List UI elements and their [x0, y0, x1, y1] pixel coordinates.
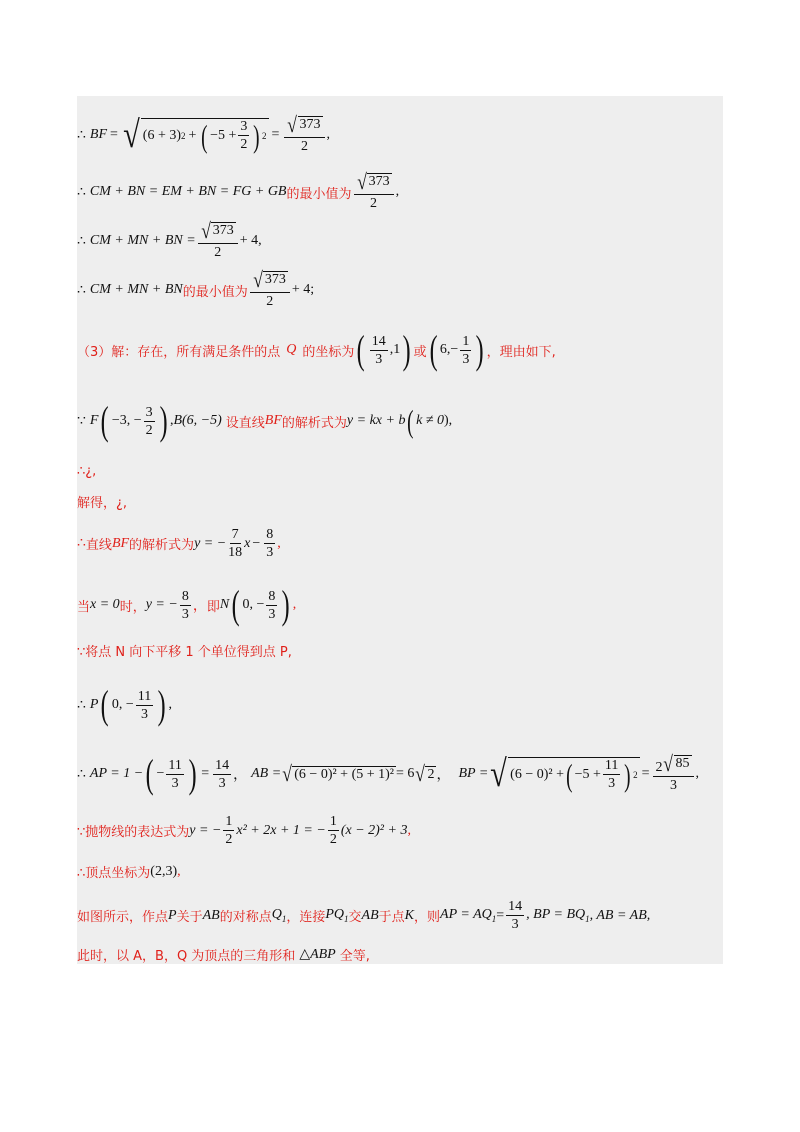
at-point-text: 于点	[378, 910, 405, 925]
ab-eq-ab: , AB = AB,	[589, 907, 651, 923]
tail: ,	[277, 535, 281, 551]
about-text: 关于	[176, 910, 203, 925]
expr-cm-mn-bn: CM + MN + BN	[89, 282, 183, 297]
analytic-text: 的解析式为	[281, 415, 347, 431]
radicand-b: −5 +	[210, 127, 237, 143]
parabola-text: ∵抛物线的表达式为	[77, 825, 190, 840]
f-label: F	[89, 413, 99, 428]
min-text: 的最小值为	[182, 284, 248, 300]
k-cond: k ≠ 0	[416, 413, 445, 428]
ab-radicand: (6 − 0)² + (5 + 1)²	[294, 766, 394, 782]
triangle-abp: △ABP	[299, 947, 336, 962]
k-label: K	[404, 907, 415, 923]
therefore-symbol: ∴	[77, 766, 86, 782]
figure-text: 如图所示，作点	[77, 910, 169, 925]
therefore-symbol: ∴	[77, 127, 86, 143]
line-p-coord: ∴ P ( 0 , − $\frac{11}{3}$ ) ,	[77, 682, 173, 727]
tail: ,	[395, 184, 400, 199]
x-zero: x = 0	[90, 597, 120, 612]
part3-head: （3）解：存在，所有满足条件的点	[77, 344, 281, 360]
set-line-text: 设直线	[225, 415, 265, 431]
tail: ,	[177, 863, 181, 879]
f-coord: −3, −	[111, 413, 142, 428]
tail: + 4;	[291, 282, 315, 297]
x2-expr: x² + 2x + 1 = −	[236, 822, 326, 838]
line-cm-bn-min	[77, 169, 400, 211]
congruent-text: 此时，以 A，B，Q 为顶点的三角形和	[77, 949, 296, 964]
min-text: 的最小值为	[286, 186, 352, 202]
frac-3-2: $\frac{3}{2}$	[240, 119, 248, 152]
analytic-text: 的解析式为	[129, 538, 195, 553]
therefore-symbol: ∴	[77, 184, 86, 200]
equals: =	[110, 127, 118, 142]
q1-label: $Q_1$	[271, 907, 287, 924]
therefore-symbol: ∴	[77, 233, 86, 249]
tail: ,	[407, 822, 411, 838]
line-symmetric: 如图所示，作点 P 关于 AB 的对称点 $Q_1$ ，连接 $PQ_1$ 交 AB 于点 K ，则 AP = $AQ_1$ = $\frac{14}{3}$ , BP = $BQ_1$ , AB = AB,	[77, 899, 651, 932]
translate-text: ∵将点 N 向下平移 1 个单位得到点 P,	[77, 645, 292, 660]
frac-sqrt373-2: √ 373 2	[354, 173, 394, 211]
frac-sqrt373-2: √ 373 2	[284, 116, 324, 154]
bf-label: BF	[111, 535, 130, 551]
vertex-text: ∴顶点坐标为	[77, 866, 151, 881]
because-symbol: ∵	[77, 413, 86, 429]
y-eq: y = −	[145, 597, 178, 612]
line-expr: y = kx + b	[346, 413, 406, 428]
bf-sqrt: √ (6 + 3) 2 + ( −5 + $\frac{3}{2}$ ) 2	[123, 114, 267, 156]
solve-text: 解得，¿,	[77, 496, 128, 511]
coord-text: 的坐标为	[302, 344, 355, 360]
x-var: x	[244, 535, 251, 551]
line-congruent	[77, 945, 370, 964]
line-because-f-b: ∵ F ( −3, − $\frac{3}{2}$ ) , B(6, −5) 设直线 BF 的解析式为 y = kx + b ( k ≠ 0 ),	[77, 398, 453, 443]
tail: ,	[168, 697, 173, 712]
y-eq: y = −	[194, 535, 227, 551]
pq1-label: $PQ_1$	[325, 907, 349, 924]
garbled-text: ∴¿,	[77, 464, 97, 479]
ab-label: AB	[361, 907, 379, 923]
sq: 2	[181, 130, 186, 141]
coord-q1: ( $\frac{14}{3}$ , 1 )	[357, 327, 411, 372]
frac-sqrt373-2: √ 373 2	[198, 222, 238, 260]
line-bf-analytic: ∴ 直线 BF 的解析式为 y = − $\frac{7}{18}$ x − $\frac{8}{3}$ ,	[77, 527, 281, 560]
therefore-symbol: ∴	[77, 536, 86, 551]
time-text: 时，	[119, 599, 146, 615]
line-solve	[77, 492, 127, 511]
apq1: AP = $AQ_1$	[440, 907, 497, 924]
bf-label: BF	[264, 413, 282, 428]
namely-text: 即	[206, 599, 220, 615]
point-q: Q	[286, 342, 297, 357]
line-parabola: ∵抛物线的表达式为 y = − $\frac{1}{2}$ x² + 2x + 1 = − $\frac{1}{2}$ (x − 2)² + 3 ,	[77, 814, 411, 847]
n-label: N	[219, 597, 230, 612]
line-lengths: ∴ AP = 1 − ( − $\frac{11}{3}$ ) = $\frac{14}{3}$ ， AB = √ (6 − 0)² + (5 + 1)² = 6 √ 2 ， BP = √ (6 − 0)² + ( −5 + $\frac{11}{3}$ ) 2 = 2 √ 85 3 ,	[77, 751, 700, 796]
tail: + 4,	[239, 233, 262, 248]
p-label: P	[89, 697, 99, 712]
expr-cm-bn: CM + BN = EM + BN = FG + GB	[89, 184, 287, 199]
b-coord: B(6, −5)	[173, 413, 222, 428]
connect-text: ，连接	[286, 910, 326, 925]
y-eq: y = −	[189, 822, 222, 838]
line-part3	[77, 327, 556, 372]
ap-lhs: AP = 1 −	[89, 766, 144, 781]
line-text: 直线	[85, 538, 112, 553]
vertex-coord: (2,3)	[150, 863, 178, 879]
line-cm-mn-bn	[77, 218, 262, 260]
ab-label: AB	[202, 907, 220, 923]
bpq1: , BP = $BQ_1$	[526, 907, 590, 924]
then-text: ，则	[414, 910, 441, 925]
ab-lhs: AB =	[251, 766, 282, 781]
line-when-x0: 当 x = 0 时， y = − $\frac{8}{3}$ ， 即 N ( 0 , − $\frac{8}{3}$ ) ,	[77, 582, 297, 627]
line-bf-length: ∴ BF = √ (6 + 3) 2 + ( −5 + $\frac{3}{2}$ ) 2 = √ 373 2 ,	[77, 112, 331, 156]
line-vertex	[77, 862, 181, 881]
or-text: 或	[413, 344, 427, 360]
therefore-symbol: ∴	[77, 282, 86, 298]
bp-lhs: BP =	[458, 766, 489, 781]
radicand-a: (6 + 3)	[142, 127, 182, 143]
therefore-symbol: ∴	[77, 697, 86, 713]
line-cm-mn-bn-min	[77, 267, 315, 309]
tail: ,	[292, 597, 297, 612]
vertex-form: (x − 2)² + 3	[340, 822, 408, 838]
symmetric-text: 的对称点	[219, 910, 272, 925]
tail: ,	[326, 127, 331, 142]
expr-cm-mn-bn: CM + MN + BN =	[89, 233, 196, 248]
tail: 全等,	[339, 949, 370, 964]
line-therefore-garbled	[77, 464, 96, 479]
when-text: 当	[77, 599, 91, 615]
coord-q2: ( 6 , − $\frac{1}{3}$ )	[429, 327, 484, 372]
line-translate	[77, 641, 292, 660]
intersect-text: 交	[348, 910, 362, 925]
p-label: P	[168, 907, 177, 923]
bf-label: BF	[89, 127, 108, 142]
tail: ),	[444, 413, 453, 428]
reason-text: ，理由如下,	[486, 344, 556, 360]
frac-sqrt373-2: √ 373 2	[250, 271, 290, 309]
